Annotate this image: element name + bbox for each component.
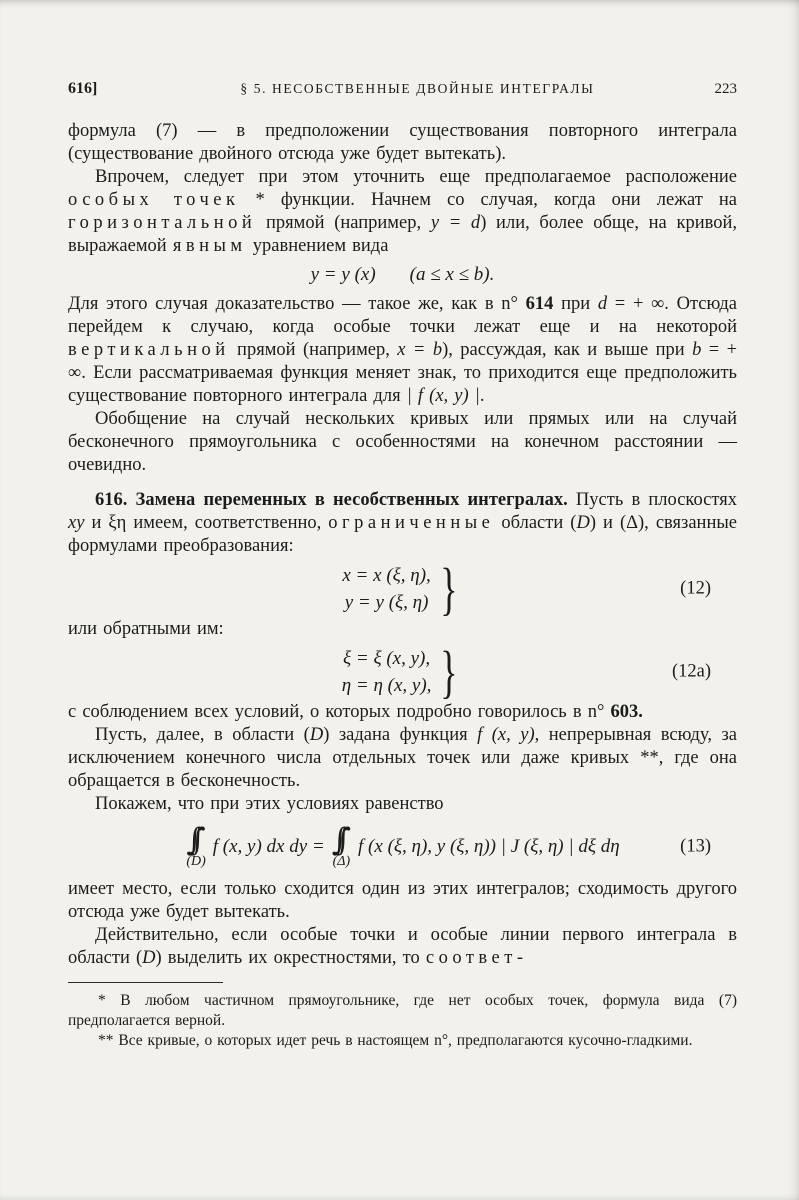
- paragraph: [68, 618, 737, 641]
- text-run: Пусть, далее, в области (: [95, 725, 310, 745]
- text-run: * функции. Начнем со случая, когда они лежат на: [239, 190, 737, 210]
- spaced-run: особых точек: [68, 190, 240, 210]
- text-run: области (: [494, 513, 577, 533]
- text-run: при: [553, 294, 598, 314]
- integral-symbol: ∫∫: [331, 822, 339, 858]
- text-run: уравнением вида: [246, 236, 389, 256]
- math-run: D: [142, 948, 156, 968]
- equation-line: η = η (x, y),: [341, 675, 432, 696]
- math-run: | f (x, y) |: [406, 386, 480, 406]
- text-run: Покажем, что при этих условиях равенство: [95, 794, 444, 814]
- text-run: ) или, более обще, на кривой, выражаемой: [68, 213, 737, 256]
- footnote: [68, 991, 737, 1031]
- paragraph: [68, 293, 737, 408]
- text-run: формула (7) — в предположении существования повторного интеграла (существование двойного отсюда уже будет вытекать).: [68, 121, 737, 164]
- text-run: = + ∞. Если рассматриваемая функция меняет знак, то приходится еще предположить существование повторного интеграла для: [68, 340, 738, 406]
- page-number: 223: [714, 81, 737, 97]
- equation-line: x = x (ξ, η),: [342, 565, 431, 586]
- equation-line: y = y (ξ, η): [344, 592, 429, 613]
- text-run: ) задана функция: [323, 725, 478, 745]
- footnote-rule: [68, 982, 223, 983]
- display-formula-curve: [68, 262, 737, 288]
- math-run: (a ≤ x ≤ b).: [409, 264, 495, 285]
- display-formula-12: [68, 556, 737, 621]
- text-run: * В любом частичном прямоугольнике, где нет особых точек, формула вида (7) предполагается верной.: [68, 992, 737, 1029]
- math-run: xy: [68, 513, 85, 533]
- right-brace: }: [440, 639, 458, 704]
- equation-column: [342, 645, 432, 699]
- text-run: ) выделить их окрестностями, то: [155, 948, 426, 968]
- math-run: D: [576, 513, 590, 533]
- integral-symbol: ∫∫: [186, 822, 193, 858]
- math-run: y = y (x): [310, 264, 376, 285]
- spaced-run: явным: [172, 236, 247, 256]
- math-run: f (x (ξ, η), y (ξ, η)) | J (ξ, η) | dξ dη: [358, 835, 620, 857]
- equation-number: (12a): [671, 661, 711, 682]
- section-paragraph: [68, 489, 737, 558]
- spaced-run: соответ-: [425, 948, 528, 968]
- text-run: Впрочем, следует при этом уточнить еще предполагаемое расположение: [95, 167, 737, 187]
- paragraph: [68, 701, 737, 724]
- math-run: f (x, y) dx dy =: [212, 835, 325, 857]
- equation-column: [342, 562, 430, 616]
- text-run: или обратными им:: [68, 619, 224, 639]
- text-run: прямой (например,: [229, 340, 398, 360]
- spaced-run: вертикальной: [68, 340, 230, 360]
- text-run: Действительно, если особые точки и особые линии первого интеграла в области (: [68, 925, 737, 968]
- equation-number: (12): [680, 578, 711, 599]
- paragraph: [68, 120, 737, 166]
- paragraph: [68, 793, 737, 816]
- text-run: имеет место, если только сходится один из этих интегралов; сходимость другого отсюда уже будет вытекать.: [68, 879, 737, 922]
- text-run: с соблюдением всех условий, о которых подробно говорилось в n°: [68, 702, 611, 722]
- integral-subscript: (D): [186, 854, 206, 869]
- math-run: b: [692, 340, 702, 360]
- text-run: = + ∞. Отсюда перейдем к случаю, когда особые точки лежат еще и на некоторой: [68, 294, 737, 337]
- bold-run: 603.: [610, 702, 643, 722]
- equation-line: ξ = ξ (x, y),: [343, 648, 431, 669]
- text-run: Для этого случая доказательство — такое же, как в n°: [68, 294, 526, 314]
- math-run: D: [309, 725, 324, 745]
- footnote: [68, 1031, 737, 1051]
- text-run: Пусть в плоскостях: [567, 490, 737, 510]
- display-formula-12a: [68, 639, 737, 704]
- text-run: ** Все кривые, о которых идет речь в настоящем n°, предполагаются кусочно-гладкими.: [98, 1032, 693, 1049]
- paragraph: [68, 724, 737, 793]
- text-run: прямой (например,: [256, 213, 431, 233]
- text-run: ) и (Δ), связанные формулами преобразования:: [68, 513, 737, 556]
- section-heading: 616. Замена переменных в несобственных интегралах.: [95, 490, 568, 510]
- math-run: x = b: [397, 340, 443, 360]
- paragraph: [68, 878, 737, 924]
- math-run: d: [597, 294, 608, 314]
- right-brace: }: [440, 556, 458, 621]
- text-run: Обобщение на случай нескольких кривых или прямых или на случай бесконечного прямоугольника с особенностями на конечном расстоянии — очевидно.: [68, 409, 737, 475]
- math-run: f (x, y): [477, 725, 535, 745]
- bold-run: 614: [525, 294, 554, 314]
- running-head: [68, 80, 737, 98]
- paragraph: [68, 924, 737, 970]
- equation-number: (13): [680, 836, 711, 856]
- spaced-run: ограниченные: [328, 513, 495, 533]
- text-run: .: [479, 386, 485, 406]
- double-integral: [331, 822, 351, 869]
- paragraph: [68, 166, 737, 258]
- math-run: y = d: [430, 213, 481, 233]
- section-ref: 616]: [68, 80, 98, 97]
- text-run: , непрерывная всюду, за исключением конечного числа отдельных точек или даже кривых **, где она обращается в бесконечность.: [68, 725, 737, 791]
- spaced-run: горизонтальной: [68, 213, 257, 233]
- paragraph: [68, 408, 737, 477]
- double-integral: [186, 822, 206, 869]
- chapter-title: § 5. НЕСОБСТВЕННЫЕ ДВОЙНЫЕ ИНТЕГРАЛЫ: [240, 81, 595, 96]
- text-run: ), рассуждая, как и выше при: [442, 340, 693, 360]
- display-formula-13: [68, 822, 737, 869]
- integral-subscript: (Δ): [332, 854, 351, 869]
- text-run: и ξη имеем, соответственно,: [84, 513, 329, 533]
